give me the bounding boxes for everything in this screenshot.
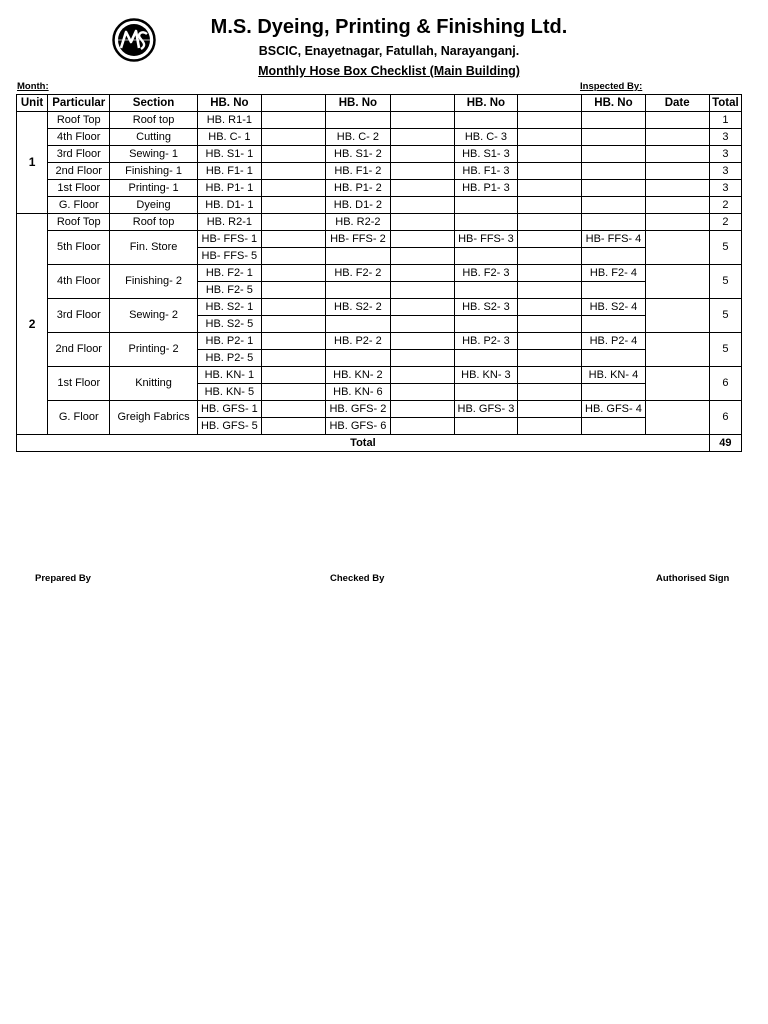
- hose-box-number-cell: [582, 146, 645, 163]
- date-cell: [645, 163, 709, 180]
- hose-box-number-cell: [582, 129, 645, 146]
- section-cell: Finishing- 1: [110, 163, 197, 180]
- section-cell: Roof top: [110, 214, 197, 231]
- check-cell: [262, 265, 326, 282]
- hose-box-number-cell: HB- FFS- 2: [326, 231, 390, 248]
- hose-box-number-cell: [326, 112, 390, 129]
- check-cell: [518, 214, 582, 231]
- hose-box-number-cell: [454, 248, 517, 265]
- hose-box-number-cell: HB. F2- 2: [326, 265, 390, 282]
- check-cell: [390, 350, 454, 367]
- date-cell: [645, 367, 709, 401]
- date-cell: [645, 231, 709, 265]
- check-cell: [390, 401, 454, 418]
- column-header: HB. No: [197, 95, 261, 112]
- grand-total-label: Total: [17, 435, 710, 452]
- hose-box-number-cell: HB. R2-2: [326, 214, 390, 231]
- particular-cell: 4th Floor: [48, 129, 110, 146]
- check-cell: [518, 401, 582, 418]
- hose-box-number-cell: HB. S1- 1: [197, 146, 261, 163]
- hose-box-number-cell: [582, 384, 645, 401]
- row-total-cell: 3: [709, 129, 741, 146]
- hose-box-checklist-table: [16, 94, 742, 452]
- particular-cell: 1st Floor: [48, 367, 110, 401]
- check-cell: [518, 129, 582, 146]
- hose-box-number-cell: HB. R1-1: [197, 112, 261, 129]
- particular-cell: 2nd Floor: [48, 163, 110, 180]
- particular-cell: G. Floor: [48, 401, 110, 435]
- hose-box-number-cell: HB. P2- 3: [454, 333, 517, 350]
- table-row: [17, 129, 742, 146]
- check-cell: [390, 129, 454, 146]
- table-row: [17, 231, 742, 248]
- section-cell: Greigh Fabrics: [110, 401, 197, 435]
- check-cell: [518, 299, 582, 316]
- check-cell: [390, 180, 454, 197]
- table-row: [17, 197, 742, 214]
- hose-box-number-cell: [326, 282, 390, 299]
- hose-box-number-cell: HB. P2- 4: [582, 333, 645, 350]
- hose-box-number-cell: [454, 112, 517, 129]
- hose-box-number-cell: [582, 197, 645, 214]
- row-total-cell: 5: [709, 299, 741, 333]
- hose-box-number-cell: [454, 197, 517, 214]
- hose-box-number-cell: [454, 384, 517, 401]
- section-cell: Sewing- 2: [110, 299, 197, 333]
- hose-box-number-cell: HB. KN- 6: [326, 384, 390, 401]
- hose-box-number-cell: [326, 350, 390, 367]
- check-cell: [518, 231, 582, 248]
- hose-box-number-cell: HB. KN- 1: [197, 367, 261, 384]
- table-header-row: [17, 95, 742, 112]
- hose-box-number-cell: [454, 418, 517, 435]
- check-cell: [390, 418, 454, 435]
- check-cell: [390, 299, 454, 316]
- row-total-cell: 6: [709, 401, 741, 435]
- check-cell: [390, 316, 454, 333]
- checklist-title: Monthly Hose Box Checklist (Main Building): [258, 64, 520, 78]
- particular-cell: 3rd Floor: [48, 146, 110, 163]
- hose-box-number-cell: HB. P1- 2: [326, 180, 390, 197]
- hose-box-number-cell: HB. S2- 5: [197, 316, 261, 333]
- particular-cell: G. Floor: [48, 197, 110, 214]
- hose-box-number-cell: HB. F2- 3: [454, 265, 517, 282]
- hose-box-number-cell: HB- FFS- 1: [197, 231, 261, 248]
- date-cell: [645, 333, 709, 367]
- table-row: [17, 299, 742, 316]
- check-cell: [518, 146, 582, 163]
- check-cell: [390, 214, 454, 231]
- inspected-by-label: Inspected By:: [580, 81, 643, 92]
- date-cell: [645, 265, 709, 299]
- hose-box-number-cell: HB. D1- 2: [326, 197, 390, 214]
- date-cell: [645, 299, 709, 333]
- hose-box-number-cell: HB. P2- 1: [197, 333, 261, 350]
- hose-box-number-cell: HB. S2- 3: [454, 299, 517, 316]
- check-cell: [262, 214, 326, 231]
- check-cell: [390, 146, 454, 163]
- particular-cell: 3rd Floor: [48, 299, 110, 333]
- check-cell: [518, 333, 582, 350]
- hose-box-number-cell: HB. GFS- 6: [326, 418, 390, 435]
- check-cell: [262, 112, 326, 129]
- check-cell: [390, 282, 454, 299]
- check-cell: [518, 163, 582, 180]
- hose-box-number-cell: HB. S1- 2: [326, 146, 390, 163]
- check-cell: [262, 350, 326, 367]
- grand-total-value: 49: [709, 435, 741, 452]
- hose-box-number-cell: [582, 248, 645, 265]
- row-total-cell: 3: [709, 146, 741, 163]
- hose-box-number-cell: HB. C- 2: [326, 129, 390, 146]
- section-cell: Printing- 1: [110, 180, 197, 197]
- table-row: [17, 401, 742, 418]
- check-cell: [518, 248, 582, 265]
- row-total-cell: 2: [709, 214, 741, 231]
- row-total-cell: 3: [709, 163, 741, 180]
- column-header: [518, 95, 582, 112]
- check-cell: [390, 231, 454, 248]
- section-cell: Cutting: [110, 129, 197, 146]
- hose-box-number-cell: HB. F2- 5: [197, 282, 261, 299]
- hose-box-number-cell: [582, 316, 645, 333]
- table-row: [17, 163, 742, 180]
- hose-box-number-cell: [582, 418, 645, 435]
- check-cell: [390, 384, 454, 401]
- hose-box-number-cell: [454, 282, 517, 299]
- section-cell: Printing- 2: [110, 333, 197, 367]
- section-cell: Dyeing: [110, 197, 197, 214]
- table-row: [17, 214, 742, 231]
- column-header: Particular: [48, 95, 110, 112]
- section-cell: Finishing- 2: [110, 265, 197, 299]
- check-cell: [262, 384, 326, 401]
- check-cell: [518, 180, 582, 197]
- date-cell: [645, 214, 709, 231]
- hose-box-number-cell: [582, 282, 645, 299]
- section-cell: Sewing- 1: [110, 146, 197, 163]
- check-cell: [518, 265, 582, 282]
- hose-box-number-cell: [582, 163, 645, 180]
- section-cell: Fin. Store: [110, 231, 197, 265]
- hose-box-number-cell: HB- FFS- 5: [197, 248, 261, 265]
- hose-box-number-cell: HB. KN- 5: [197, 384, 261, 401]
- check-cell: [518, 316, 582, 333]
- hose-box-number-cell: HB. P2- 5: [197, 350, 261, 367]
- particular-cell: Roof Top: [48, 214, 110, 231]
- particular-cell: 4th Floor: [48, 265, 110, 299]
- prepared-by-label: Prepared By: [35, 573, 91, 584]
- date-cell: [645, 401, 709, 435]
- check-cell: [390, 248, 454, 265]
- hose-box-number-cell: HB. GFS- 4: [582, 401, 645, 418]
- column-header: HB. No: [326, 95, 390, 112]
- hose-box-number-cell: HB. C- 3: [454, 129, 517, 146]
- check-cell: [262, 316, 326, 333]
- check-cell: [262, 163, 326, 180]
- hose-box-number-cell: HB. S2- 2: [326, 299, 390, 316]
- date-cell: [645, 129, 709, 146]
- hose-box-number-cell: HB. R2-1: [197, 214, 261, 231]
- hose-box-number-cell: HB. KN- 4: [582, 367, 645, 384]
- check-cell: [262, 299, 326, 316]
- check-cell: [390, 367, 454, 384]
- hose-box-number-cell: HB. GFS- 5: [197, 418, 261, 435]
- table-row: [17, 180, 742, 197]
- hose-box-number-cell: [582, 180, 645, 197]
- check-cell: [518, 112, 582, 129]
- check-cell: [262, 401, 326, 418]
- grand-total-row: [17, 435, 742, 452]
- hose-box-number-cell: HB. D1- 1: [197, 197, 261, 214]
- date-cell: [645, 197, 709, 214]
- particular-cell: 1st Floor: [48, 180, 110, 197]
- column-header: [390, 95, 454, 112]
- hose-box-number-cell: HB. P2- 2: [326, 333, 390, 350]
- row-total-cell: 5: [709, 333, 741, 367]
- check-cell: [262, 367, 326, 384]
- particular-cell: 5th Floor: [48, 231, 110, 265]
- check-cell: [262, 248, 326, 265]
- hose-box-number-cell: HB. F2- 1: [197, 265, 261, 282]
- check-cell: [262, 333, 326, 350]
- hose-box-number-cell: HB. P1- 3: [454, 180, 517, 197]
- hose-box-number-cell: HB. F1- 2: [326, 163, 390, 180]
- hose-box-number-cell: HB. KN- 2: [326, 367, 390, 384]
- hose-box-number-cell: HB. P1- 1: [197, 180, 261, 197]
- column-header: Section: [110, 95, 197, 112]
- hose-box-number-cell: [582, 214, 645, 231]
- hose-box-number-cell: [326, 248, 390, 265]
- hose-box-number-cell: [582, 112, 645, 129]
- particular-cell: 2nd Floor: [48, 333, 110, 367]
- section-cell: Roof top: [110, 112, 197, 129]
- check-cell: [518, 197, 582, 214]
- check-cell: [518, 384, 582, 401]
- row-total-cell: 5: [709, 265, 741, 299]
- table-row: [17, 146, 742, 163]
- hose-box-number-cell: [454, 214, 517, 231]
- hose-box-number-cell: HB. F2- 4: [582, 265, 645, 282]
- table-row: [17, 265, 742, 282]
- hose-box-number-cell: [326, 316, 390, 333]
- row-total-cell: 2: [709, 197, 741, 214]
- hose-box-number-cell: HB. C- 1: [197, 129, 261, 146]
- check-cell: [262, 129, 326, 146]
- unit-number: 2: [17, 214, 48, 435]
- check-cell: [262, 282, 326, 299]
- hose-box-number-cell: HB. F1- 3: [454, 163, 517, 180]
- particular-cell: Roof Top: [48, 112, 110, 129]
- check-cell: [390, 333, 454, 350]
- hose-box-number-cell: HB. GFS- 3: [454, 401, 517, 418]
- checked-by-label: Checked By: [330, 573, 385, 584]
- table-row: [17, 367, 742, 384]
- date-cell: [645, 180, 709, 197]
- hose-box-number-cell: HB. S1- 3: [454, 146, 517, 163]
- hose-box-number-cell: HB. KN- 3: [454, 367, 517, 384]
- check-cell: [518, 418, 582, 435]
- check-cell: [390, 112, 454, 129]
- column-header: HB. No: [582, 95, 645, 112]
- check-cell: [518, 282, 582, 299]
- hose-box-number-cell: [454, 350, 517, 367]
- check-cell: [262, 231, 326, 248]
- check-cell: [262, 418, 326, 435]
- company-address: BSCIC, Enayetnagar, Fatullah, Narayanganj.: [258, 44, 520, 58]
- hose-box-number-cell: HB- FFS- 3: [454, 231, 517, 248]
- section-cell: Knitting: [110, 367, 197, 401]
- hose-box-number-cell: HB. GFS- 2: [326, 401, 390, 418]
- check-cell: [390, 163, 454, 180]
- check-cell: [262, 180, 326, 197]
- authorised-sign-label: Authorised Sign: [656, 573, 730, 584]
- column-header: Unit: [17, 95, 48, 112]
- row-total-cell: 5: [709, 231, 741, 265]
- month-label: Month:: [17, 81, 49, 92]
- company-name: M.S. Dyeing, Printing & Finishing Ltd.: [210, 16, 568, 38]
- column-header: [262, 95, 326, 112]
- row-total-cell: 1: [709, 112, 741, 129]
- unit-number: 1: [17, 112, 48, 214]
- check-cell: [390, 265, 454, 282]
- column-header: Total: [709, 95, 741, 112]
- check-cell: [262, 146, 326, 163]
- table-row: [17, 333, 742, 350]
- hose-box-number-cell: [582, 350, 645, 367]
- hose-box-number-cell: [454, 316, 517, 333]
- check-cell: [518, 350, 582, 367]
- hose-box-number-cell: HB. F1- 1: [197, 163, 261, 180]
- check-cell: [518, 367, 582, 384]
- date-cell: [645, 112, 709, 129]
- check-cell: [262, 197, 326, 214]
- row-total-cell: 6: [709, 367, 741, 401]
- date-cell: [645, 146, 709, 163]
- table-row: [17, 112, 742, 129]
- column-header: HB. No: [454, 95, 517, 112]
- row-total-cell: 3: [709, 180, 741, 197]
- column-header: Date: [645, 95, 709, 112]
- hose-box-number-cell: HB. S2- 4: [582, 299, 645, 316]
- hose-box-number-cell: HB. GFS- 1: [197, 401, 261, 418]
- check-cell: [390, 197, 454, 214]
- hose-box-number-cell: HB- FFS- 4: [582, 231, 645, 248]
- hose-box-number-cell: HB. S2- 1: [197, 299, 261, 316]
